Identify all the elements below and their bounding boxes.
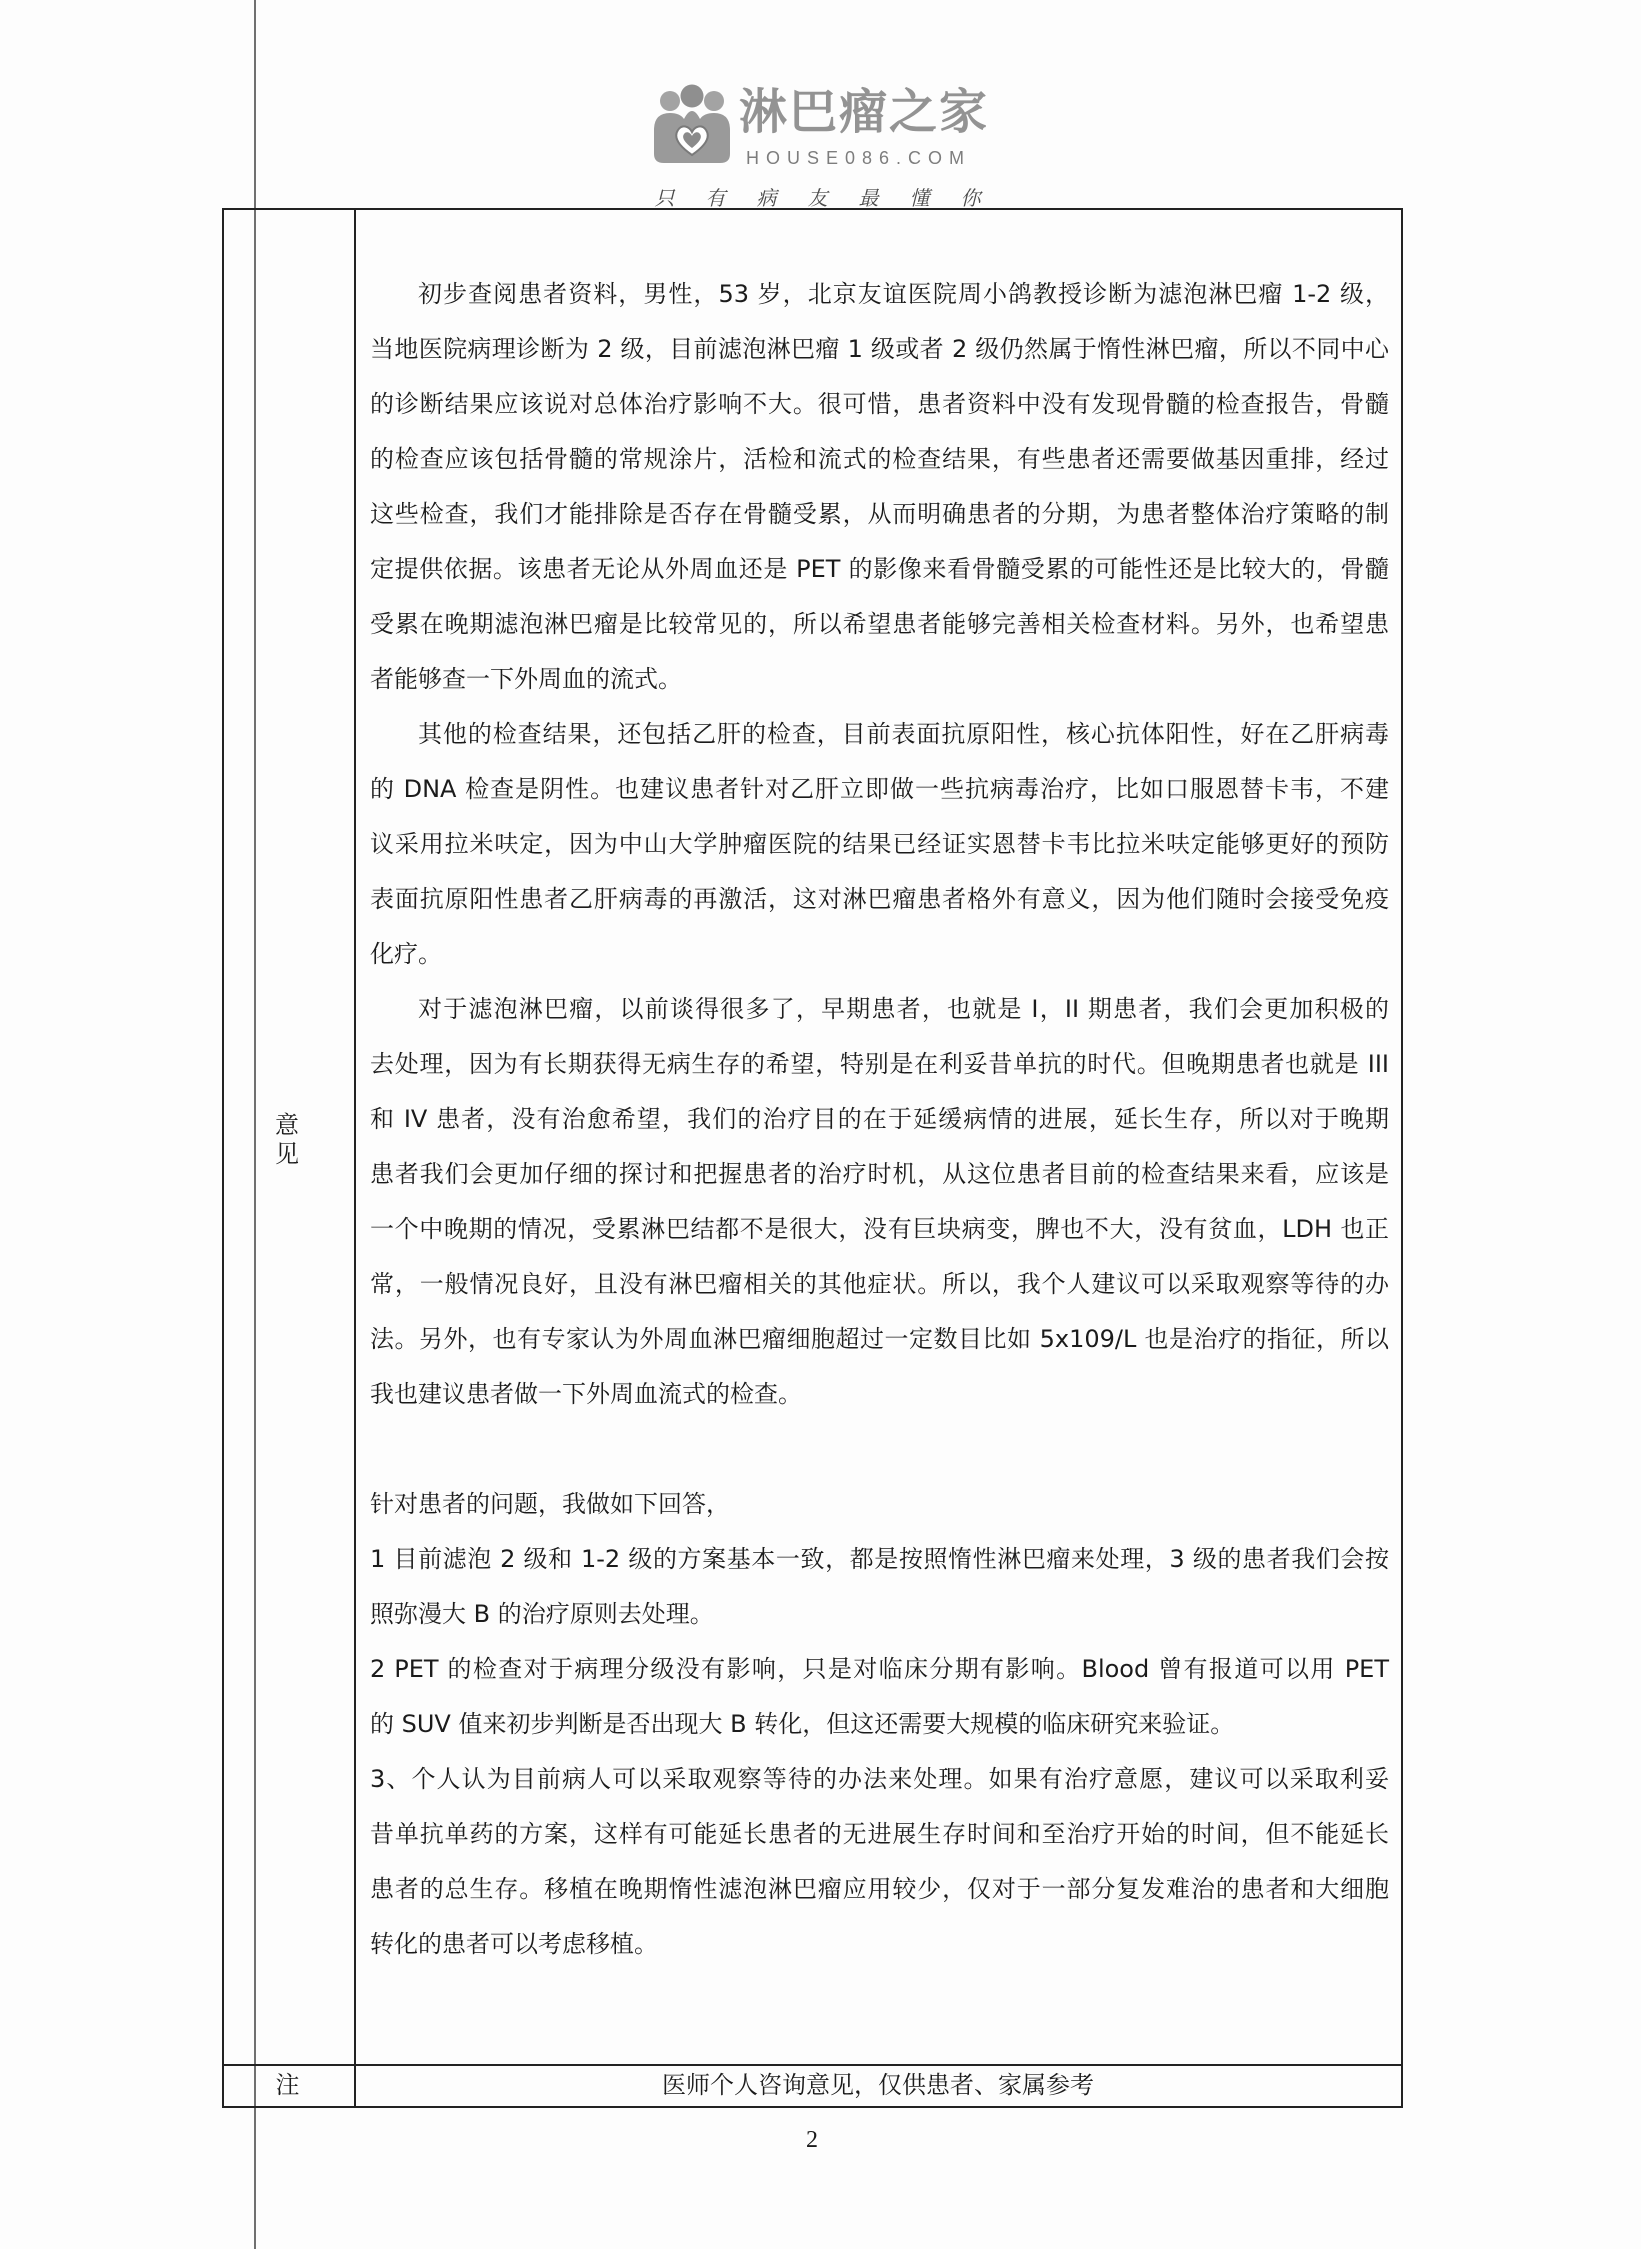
text-line: 照弥漫大 B 的治疗原则去处理。 (370, 1600, 714, 1628)
text-line: 其他的检查结果，还包括乙肝的检查，目前表面抗原阳性，核心抗体阳性，好在乙肝病毒 (418, 720, 1389, 748)
note-label: 注 (275, 2071, 300, 2099)
answers-intro: 针对患者的问题，我做如下回答， (370, 1490, 730, 1518)
column-divider (354, 210, 356, 2106)
site-logo (650, 84, 1017, 214)
text-line: 化疗。 (370, 940, 442, 968)
logo-slogan: 只有病友最懂你 (653, 186, 1017, 210)
text-line: 一个中晚期的情况，受累淋巴结都不是很大，没有巨块病变，脾也不大，没有贫血，LDH 也正 (370, 1215, 1389, 1243)
text-line: 3、个人认为目前病人可以采取观察等待的办法来处理。如果有治疗意愿，建议可以采取利妥 (370, 1765, 1389, 1793)
text-line: 法。另外，也有专家认为外周血淋巴瘤细胞超过一定数目比如 5x109/L 也是治疗的指征，所以 (370, 1325, 1389, 1353)
opinion-text (370, 267, 1389, 1972)
text-line: 去处理，因为有长期获得无病生存的希望，特别是在利妥昔单抗的时代。但晚期患者也就是 III (370, 1050, 1389, 1078)
people-heart-icon (650, 84, 734, 166)
text-line: 1 目前滤泡 2 级和 1-2 级的方案基本一致，都是按照惰性淋巴瘤来处理，3 级的患者我们会按 (370, 1545, 1389, 1573)
logo-domain: HOUSE086.COM (746, 148, 972, 168)
text-line: 表面抗原阳性患者乙肝病毒的再激活，这对淋巴瘤患者格外有意义，因为他们随时会接受免疫 (370, 885, 1389, 913)
text-line: 定提供依据。该患者无论从外周血还是 PET 的影像来看骨髓受累的可能性还是比较大的，骨髓 (370, 555, 1389, 583)
text-line: 和 IV 患者，没有治愈希望，我们的治疗目的在于延缓病情的进展，延长生存，所以对于晚期 (370, 1105, 1389, 1133)
answer-item-2 (370, 1642, 1389, 1752)
logo-title: 淋巴瘤之家 (739, 84, 990, 140)
text-line: 常，一般情况良好，且没有淋巴瘤相关的其他症状。所以，我个人建议可以采取观察等待的办 (370, 1270, 1389, 1298)
text-line: 昔单抗单药的方案，这样有可能延长患者的无进展生存时间和至治疗开始的时间，但不能延长 (370, 1820, 1389, 1848)
text-line: 2 PET 的检查对于病理分级没有影响，只是对临床分期有影响。Blood 曾有报道可以用 PET (370, 1655, 1389, 1683)
blank-line (370, 1422, 1389, 1477)
text-line: 患者我们会更加仔细的探讨和把握患者的治疗时机，从这位患者目前的检查结果来看，应该是 (370, 1160, 1389, 1188)
text-line: 议采用拉米呋定，因为中山大学肿瘤医院的结果已经证实恩替卡韦比拉米呋定能够更好的预防 (370, 830, 1389, 858)
opinion-label: 意见 (275, 1111, 299, 1168)
text-line: 的检查应该包括骨髓的常规涂片，活检和流式的检查结果，有些患者还需要做基因重排，经过 (370, 445, 1389, 473)
text-line: 当地医院病理诊断为 2 级，目前滤泡淋巴瘤 1 级或者 2 级仍然属于惰性淋巴瘤，所以不同中心 (370, 335, 1389, 363)
note-text: 医师个人咨询意见，仅供患者、家属参考 (662, 2071, 1094, 2099)
opinion-paragraph-1 (370, 267, 1389, 707)
answers-section (370, 1477, 1389, 1972)
text-line: 患者的总生存。移植在晚期惰性滤泡淋巴瘤应用较少，仅对于一部分复发难治的患者和大细胞 (370, 1875, 1389, 1903)
text-line: 的 SUV 值来初步判断是否出现大 B 转化，但这还需要大规模的临床研究来验证。 (370, 1710, 1235, 1738)
text-line: 的诊断结果应该说对总体治疗影响不大。很可惜，患者资料中没有发现骨髓的检查报告，骨髓 (370, 390, 1389, 418)
opinion-paragraph-2 (370, 707, 1389, 982)
text-line: 我也建议患者做一下外周血流式的检查。 (370, 1380, 802, 1408)
text-line: 的 DNA 检查是阴性。也建议患者针对乙肝立即做一些抗病毒治疗，比如口服恩替卡韦，不建 (370, 775, 1389, 803)
answer-item-3 (370, 1752, 1389, 1972)
page-number: 2 (806, 2127, 818, 2153)
text-line: 受累在晚期滤泡淋巴瘤是比较常见的，所以希望患者能够完善相关检查材料。另外，也希望患 (370, 610, 1389, 638)
text-line: 者能够查一下外周血的流式。 (370, 665, 682, 693)
text-line: 对于滤泡淋巴瘤，以前谈得很多了，早期患者，也就是 I，II 期患者，我们会更加积极的 (418, 995, 1389, 1023)
opinion-paragraph-3 (370, 982, 1389, 1422)
text-line: 初步查阅患者资料，男性，53 岁，北京友谊医院周小鸽教授诊断为滤泡淋巴瘤 1-2 级， (418, 280, 1389, 308)
answer-item-1 (370, 1532, 1389, 1642)
text-line: 转化的患者可以考虑移植。 (370, 1930, 658, 1958)
text-line: 这些检查，我们才能排除是否存在骨髓受累，从而明确患者的分期，为患者整体治疗策略的制 (370, 500, 1389, 528)
